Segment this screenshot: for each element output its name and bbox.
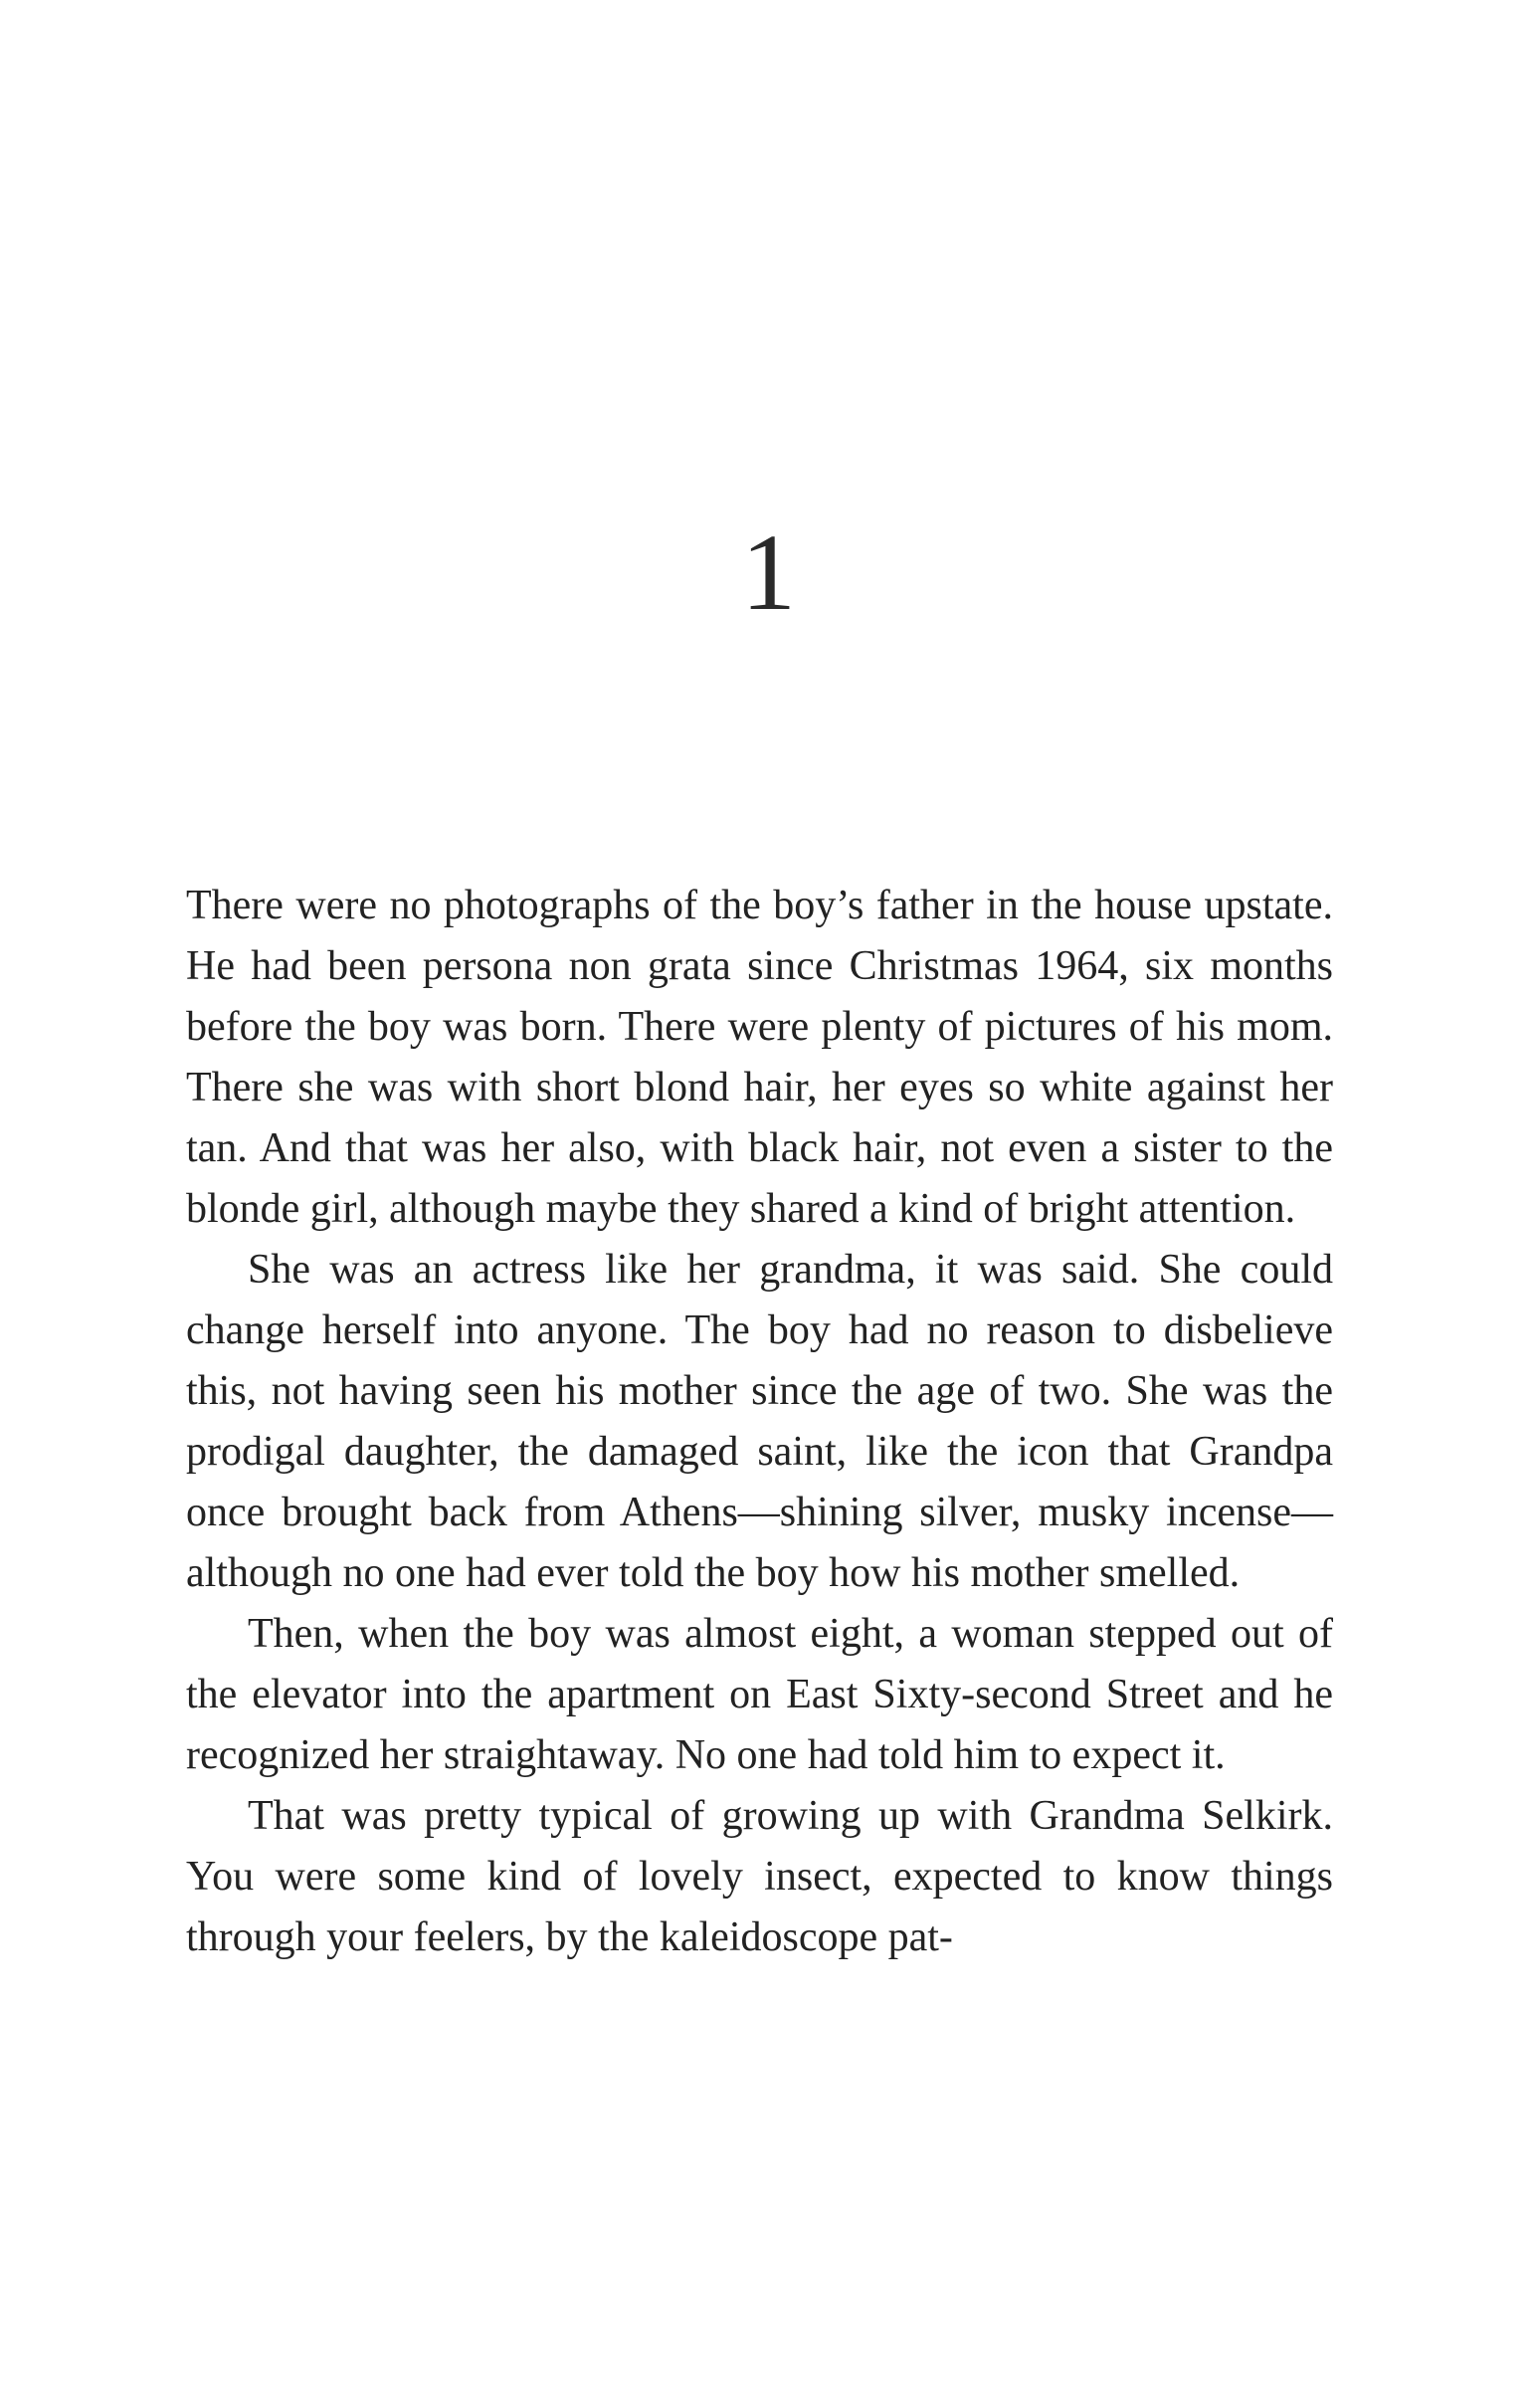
paragraph-2: She was an actress like her grandma, it was said. She could change herself into anyone. The boy had no reason to disbelieve this, not having seen his mother since the age of two. She was the prodigal daughter, the damaged saint, like the icon that Grandpa once brought back from Athens—shining silver, musky incense—although no one had ever told the boy how his mother smelled.: [186, 1247, 1333, 1596]
paragraph-4: That was pretty typical of growing up with Grandma Selkirk. You were some kind of lovely insect, expected to know things through your feelers, by the kaleidoscope pat-: [186, 1793, 1333, 1960]
chapter-body-text: [186, 876, 1333, 1968]
paragraph-3: Then, when the boy was almost eight, a woman stepped out of the elevator into the apartment on East Sixty-second Street and he recognized her straightaway. No one had told him to expect it.: [186, 1611, 1333, 1778]
paragraph-1: There were no photographs of the boy’s father in the house upstate. He had been persona non grata since Christmas 1964, six months before the boy was born. There were plenty of pictures of his mom. There she was with short blond hair, her eyes so white against her tan. And that was her also, with black hair, not even a sister to the blonde girl, although maybe they shared a kind of bright attention.: [186, 883, 1333, 1232]
chapter-number: 1: [741, 511, 796, 633]
